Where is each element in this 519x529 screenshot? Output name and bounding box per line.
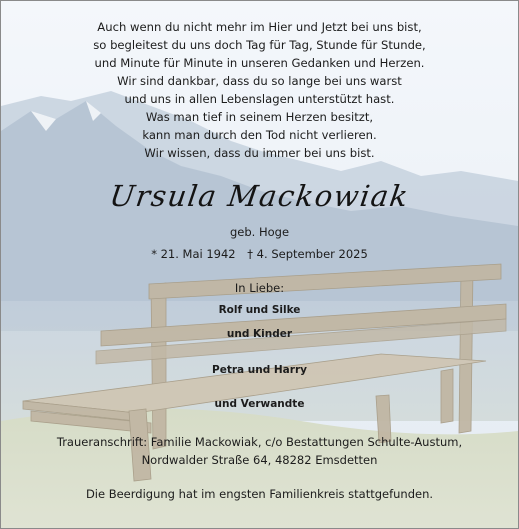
mourner-line: Petra und Harry: [212, 364, 307, 376]
poem-line: Auch wenn du nicht mehr im Hier und Jetzt bei uns bist,: [97, 20, 422, 34]
poem-line: und uns in allen Lebenslagen unterstützt hast.: [124, 92, 395, 106]
in-love-label: In Liebe:: [234, 281, 285, 295]
death-date: † 4. September 2025: [247, 247, 368, 261]
poem-line: Wir sind dankbar, dass du so lange bei uns warst: [117, 74, 402, 88]
poem-line: kann man durch den Tod nicht verlieren.: [142, 128, 377, 142]
mourning-address-line1: Traueranschrift: Familie Mackowiak, c/o Bestattungen Schulte-Austum,: [56, 435, 463, 449]
poem-line: Was man tief in seinem Herzen besitzt,: [145, 110, 374, 124]
birth-date: * 21. Mai 1942: [151, 247, 236, 261]
mourning-address-line2: Nordwalder Straße 64, 48282 Emsdetten: [141, 453, 378, 467]
poem-line: und Minute für Minute in unseren Gedanken und Herzen.: [94, 56, 425, 70]
memorial-poem: [1, 18, 518, 162]
poem-line: so begleitest du uns doch Tag für Tag, Stunde für Stunde,: [93, 38, 426, 52]
life-dates: [1, 247, 518, 261]
poem-line: Wir wissen, dass du immer bei uns bist.: [144, 146, 375, 160]
birth-name: geb. Hoge: [229, 225, 290, 239]
deceased-name: Ursula Mackowiak: [107, 179, 412, 213]
mourner-line: und Verwandte: [214, 398, 305, 410]
mourner-line: Rolf und Silke: [218, 304, 301, 316]
funeral-note: Die Beerdigung hat im engsten Familienkreis stattgefunden.: [85, 487, 434, 501]
mourner-line: und Kinder: [226, 328, 293, 340]
